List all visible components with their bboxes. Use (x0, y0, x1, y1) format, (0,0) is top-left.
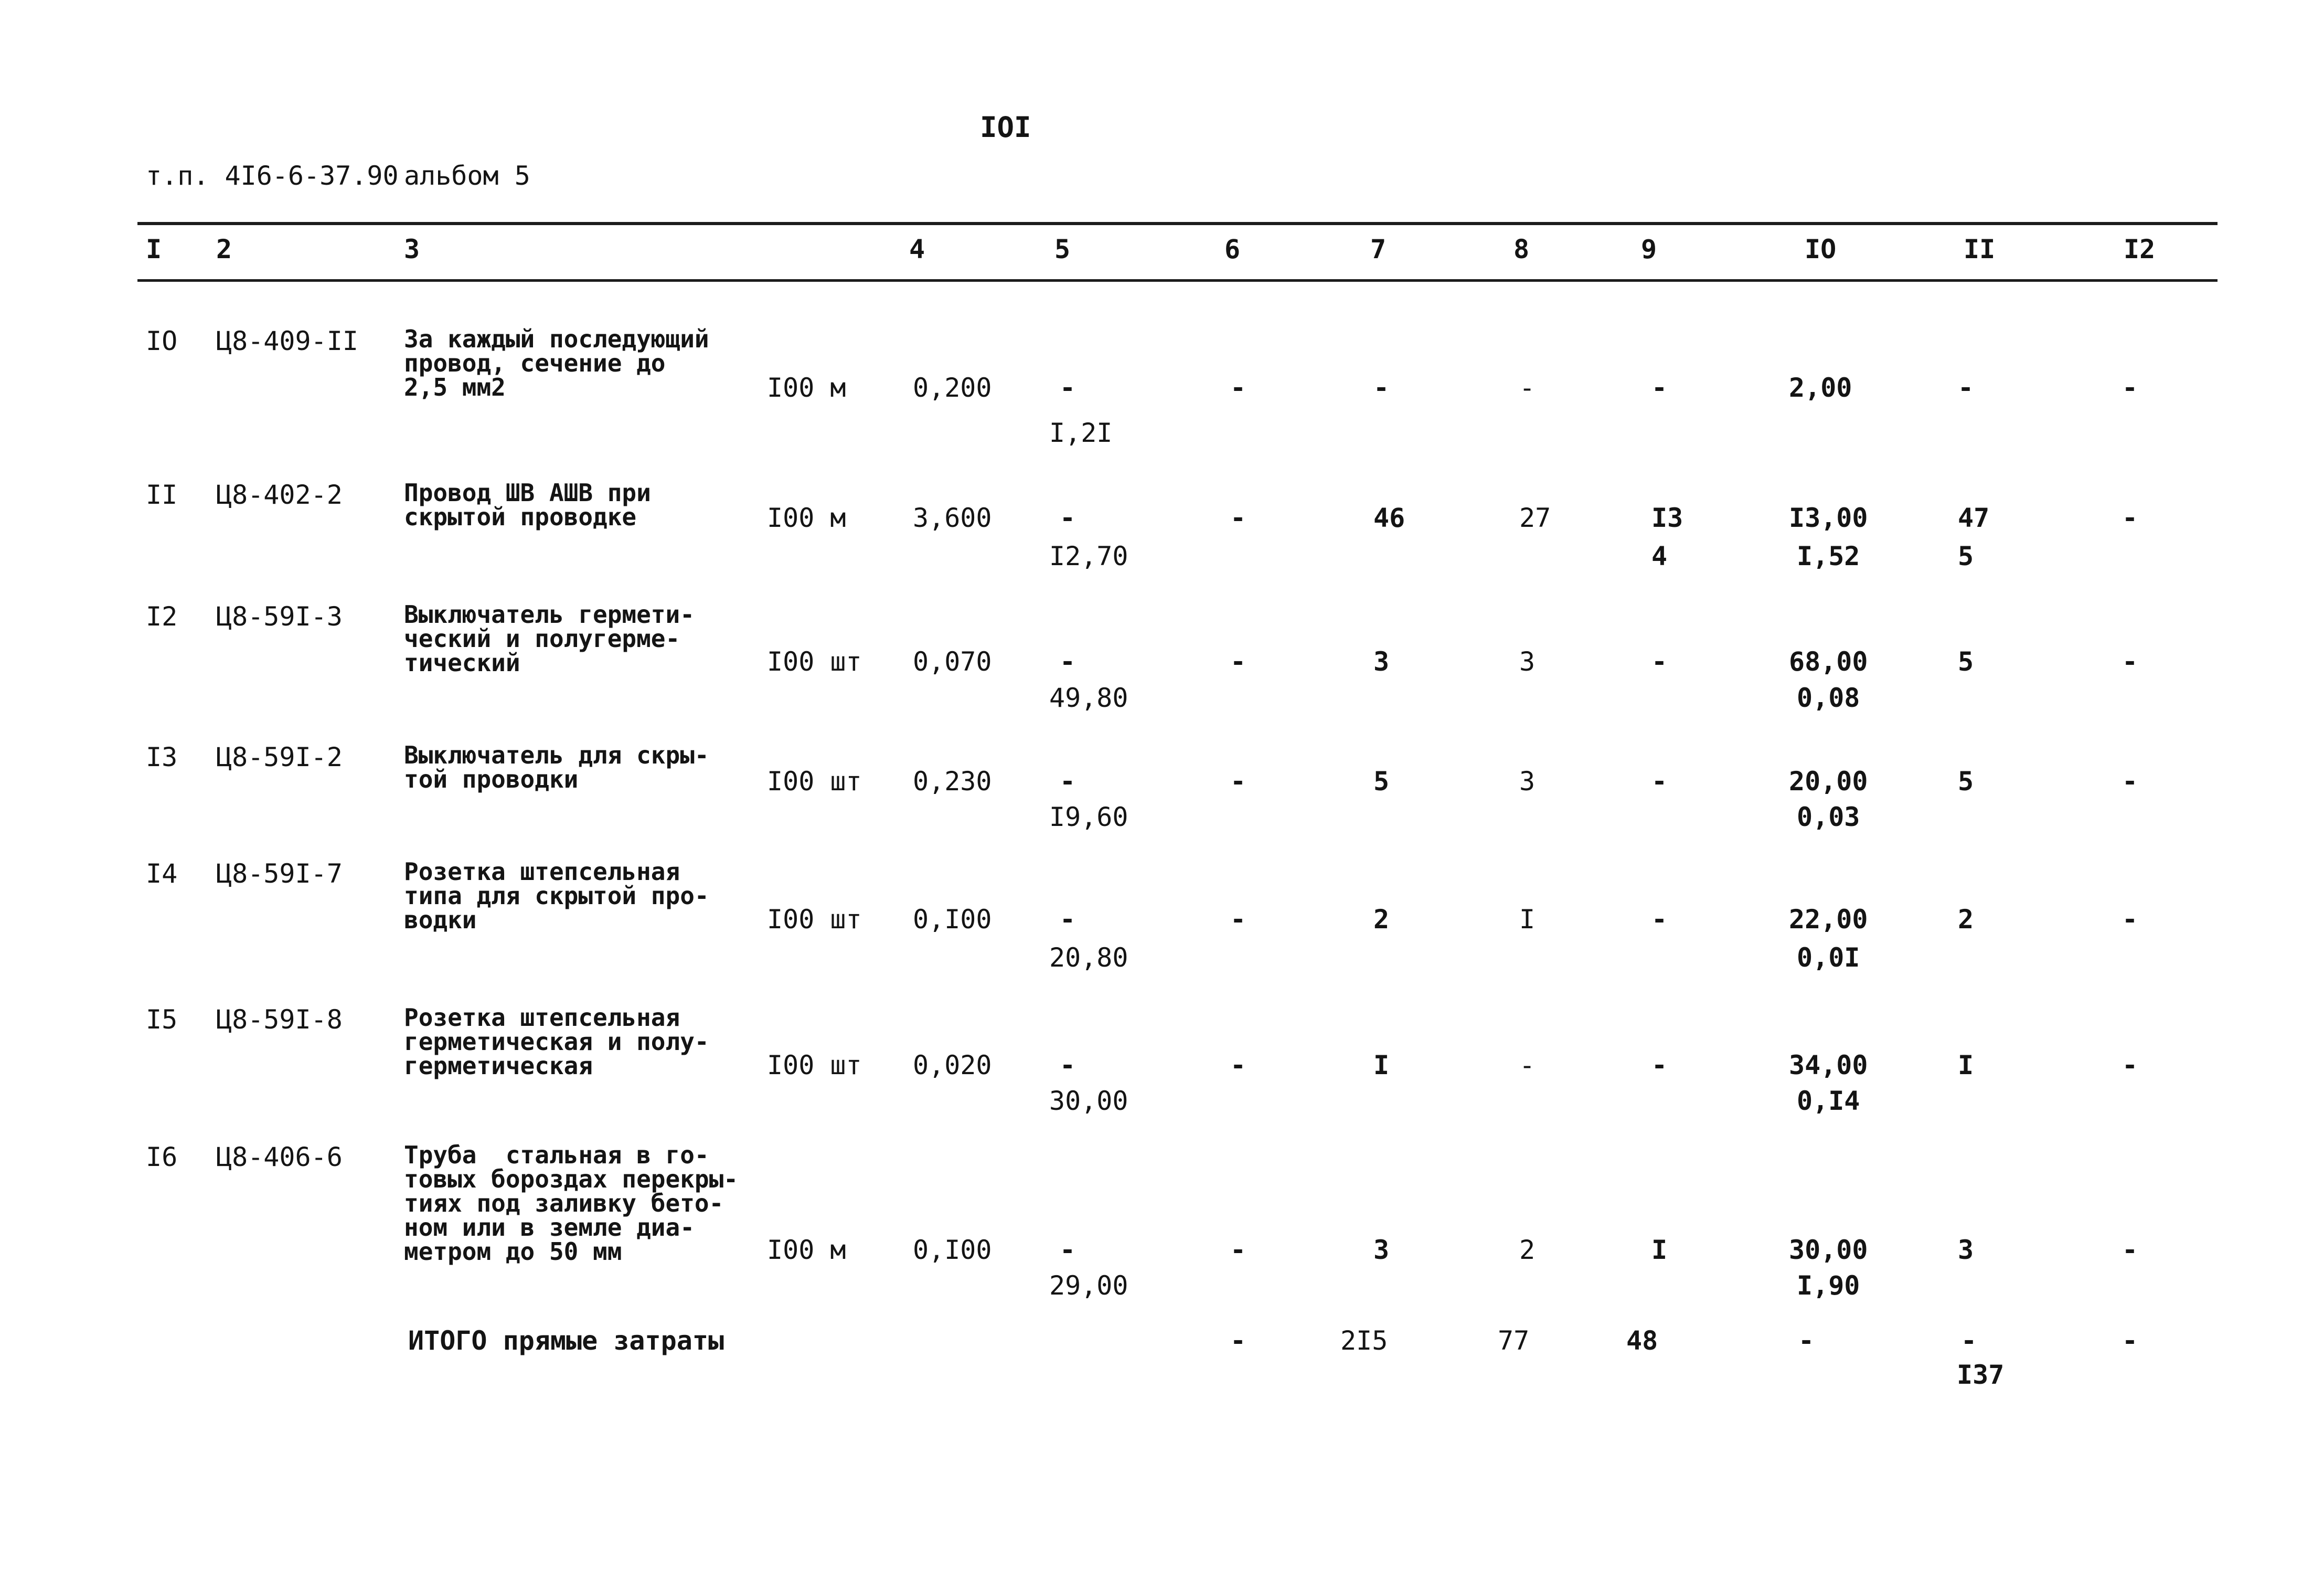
col5-value: - (1060, 1235, 1076, 1265)
row-number: I6 (146, 1142, 178, 1172)
col10-value: 30,00 (1789, 1235, 1868, 1265)
col10-subvalue: 0,I4 (1797, 1086, 1860, 1116)
row-number: IO (146, 326, 178, 356)
col10-value: I3,00 (1789, 503, 1868, 533)
rate-code: Ц8-402-2 (216, 480, 343, 510)
col11-value: 47 (1958, 503, 1990, 533)
unit: I00 шт (767, 1050, 862, 1080)
col5-subvalue: 30,00 (1049, 1086, 1128, 1116)
col10-subvalue: 0,0I (1797, 942, 1860, 973)
total-col8: 77 (1498, 1325, 1530, 1356)
rate-code: Ц8-59I-3 (216, 601, 343, 632)
col11-value: 2 (1958, 904, 1974, 935)
quantity: 0,070 (913, 646, 992, 677)
col7-value: 3 (1373, 646, 1390, 677)
work-description: Выключатель гермети- ческий и полугерме- тический (404, 600, 695, 677)
col5-value: - (1060, 1050, 1076, 1080)
header-rule-bottom (137, 279, 2218, 282)
col12-value: - (2122, 373, 2138, 403)
col5-value: - (1060, 766, 1076, 797)
row-number: I5 (146, 1004, 178, 1035)
work-description: Розетка штепсельная герметическая и полу- герметическая (404, 1003, 709, 1080)
col9-value: I (1651, 1235, 1668, 1265)
col5-subvalue: 20,80 (1049, 942, 1128, 973)
col5-subvalue: I9,60 (1049, 802, 1128, 832)
col11-value: I (1958, 1050, 1974, 1080)
quantity: 3,600 (913, 503, 992, 533)
total-col6: - (1230, 1325, 1246, 1356)
col12-value: - (2122, 1050, 2138, 1080)
work-description: Выключатель для скры- той проводки (404, 741, 709, 793)
album-label: альбом 5 (404, 161, 530, 191)
total-col11-sub: I37 (1957, 1360, 2005, 1390)
col12-value: - (2122, 1235, 2138, 1265)
col9-value: - (1651, 646, 1668, 677)
col5-subvalue: I2,70 (1049, 541, 1128, 571)
col5-value: - (1060, 904, 1076, 935)
header-rule-top (137, 222, 2218, 225)
total-col9: 48 (1626, 1325, 1658, 1356)
col10-value: 68,00 (1789, 646, 1868, 677)
quantity: 0,020 (913, 1050, 992, 1080)
row-number: I4 (146, 858, 178, 889)
column-header-7: 7 (1370, 234, 1387, 264)
col8-value: 27 (1519, 503, 1551, 533)
col7-value: - (1373, 373, 1390, 403)
col8-value: I (1519, 904, 1536, 935)
unit: I00 шт (767, 766, 862, 797)
col11-value: 5 (1958, 646, 1974, 677)
rate-code: Ц8-406-6 (216, 1142, 343, 1172)
column-header-3: 3 (404, 234, 420, 264)
column-header-8: 8 (1513, 234, 1530, 264)
work-description: Розетка штепсельная типа для скрытой про- водки (404, 857, 709, 934)
unit: I00 шт (767, 646, 862, 677)
row-number: I2 (146, 601, 178, 632)
col10-subvalue: 0,03 (1797, 802, 1860, 832)
row-number: II (146, 480, 178, 510)
col5-subvalue: 49,80 (1049, 683, 1128, 713)
col7-value: 46 (1373, 503, 1405, 533)
total-label: ИТОГО прямые затраты (408, 1325, 724, 1356)
col5-value: - (1060, 503, 1076, 533)
col10-value: 22,00 (1789, 904, 1868, 935)
quantity: 0,230 (913, 766, 992, 797)
col10-value: 2,00 (1789, 373, 1852, 403)
col9-value: - (1651, 1050, 1668, 1080)
work-description: Труба стальная в го- товых бороздах перекры- тиях под заливку бето- ном или в земле диа- метром до 50 мм (404, 1141, 738, 1266)
col10-subvalue: I,52 (1797, 541, 1860, 571)
column-header-9: 9 (1641, 234, 1657, 264)
col12-value: - (2122, 766, 2138, 797)
unit: I00 м (767, 373, 846, 403)
col9-value: I3 (1651, 503, 1683, 533)
rate-code: Ц8-59I-7 (216, 858, 343, 889)
col8-value: - (1519, 373, 1536, 403)
total-col11: - (1961, 1325, 1977, 1356)
row-number: I3 (146, 742, 178, 772)
col8-value: - (1519, 1050, 1536, 1080)
column-header-5: 5 (1054, 234, 1071, 264)
col6-value: - (1230, 373, 1246, 403)
column-header-4: 4 (909, 234, 925, 264)
col10-value: 34,00 (1789, 1050, 1868, 1080)
col6-value: - (1230, 646, 1246, 677)
rate-code: Ц8-59I-8 (216, 1004, 343, 1035)
doc-ref: т.п. 4I6-6-37.90 (146, 161, 399, 191)
column-header-12: I2 (2124, 234, 2156, 264)
col5-value: - (1060, 646, 1076, 677)
quantity: 0,I00 (913, 904, 992, 935)
rate-code: Ц8-409-II (216, 326, 358, 356)
column-header-1: I (146, 234, 162, 264)
col12-value: - (2122, 503, 2138, 533)
col9-subvalue: 4 (1651, 541, 1668, 571)
column-header-10: IO (1805, 234, 1837, 264)
total-col7: 2I5 (1340, 1325, 1388, 1356)
col5-subvalue: 29,00 (1049, 1270, 1128, 1301)
col11-subvalue: 5 (1958, 541, 1974, 571)
unit: I00 м (767, 503, 846, 533)
rate-code: Ц8-59I-2 (216, 742, 343, 772)
page-number: IOI (980, 111, 1031, 144)
col6-value: - (1230, 503, 1246, 533)
col7-value: 3 (1373, 1235, 1390, 1265)
unit: I00 шт (767, 904, 862, 935)
col11-value: 3 (1958, 1235, 1974, 1265)
col8-value: 3 (1519, 766, 1536, 797)
column-header-6: 6 (1224, 234, 1241, 264)
column-header-2: 2 (216, 234, 232, 264)
col5-subvalue: I,2I (1049, 418, 1113, 448)
col6-value: - (1230, 1050, 1246, 1080)
col10-value: 20,00 (1789, 766, 1868, 797)
col8-value: 3 (1519, 646, 1536, 677)
work-description: Провод ШВ АШВ при скрытой проводке (404, 479, 651, 531)
total-col12: - (2122, 1325, 2138, 1356)
col10-subvalue: 0,08 (1797, 683, 1860, 713)
col7-value: I (1373, 1050, 1390, 1080)
col10-subvalue: I,90 (1797, 1270, 1860, 1301)
column-header-11: II (1964, 234, 1996, 264)
col11-value: - (1958, 373, 1974, 403)
col7-value: 2 (1373, 904, 1390, 935)
quantity: 0,I00 (913, 1235, 992, 1265)
col12-value: - (2122, 646, 2138, 677)
unit: I00 м (767, 1235, 846, 1265)
col8-value: 2 (1519, 1235, 1536, 1265)
work-description: За каждый последующий провод, сечение до 2,5 мм2 (404, 325, 709, 401)
col11-value: 5 (1958, 766, 1974, 797)
col9-value: - (1651, 373, 1668, 403)
col9-value: - (1651, 766, 1668, 797)
col6-value: - (1230, 1235, 1246, 1265)
col12-value: - (2122, 904, 2138, 935)
quantity: 0,200 (913, 373, 992, 403)
col9-value: - (1651, 904, 1668, 935)
col6-value: - (1230, 904, 1246, 935)
col7-value: 5 (1373, 766, 1390, 797)
col5-value: - (1060, 373, 1076, 403)
total-col10: - (1798, 1325, 1815, 1356)
col6-value: - (1230, 766, 1246, 797)
